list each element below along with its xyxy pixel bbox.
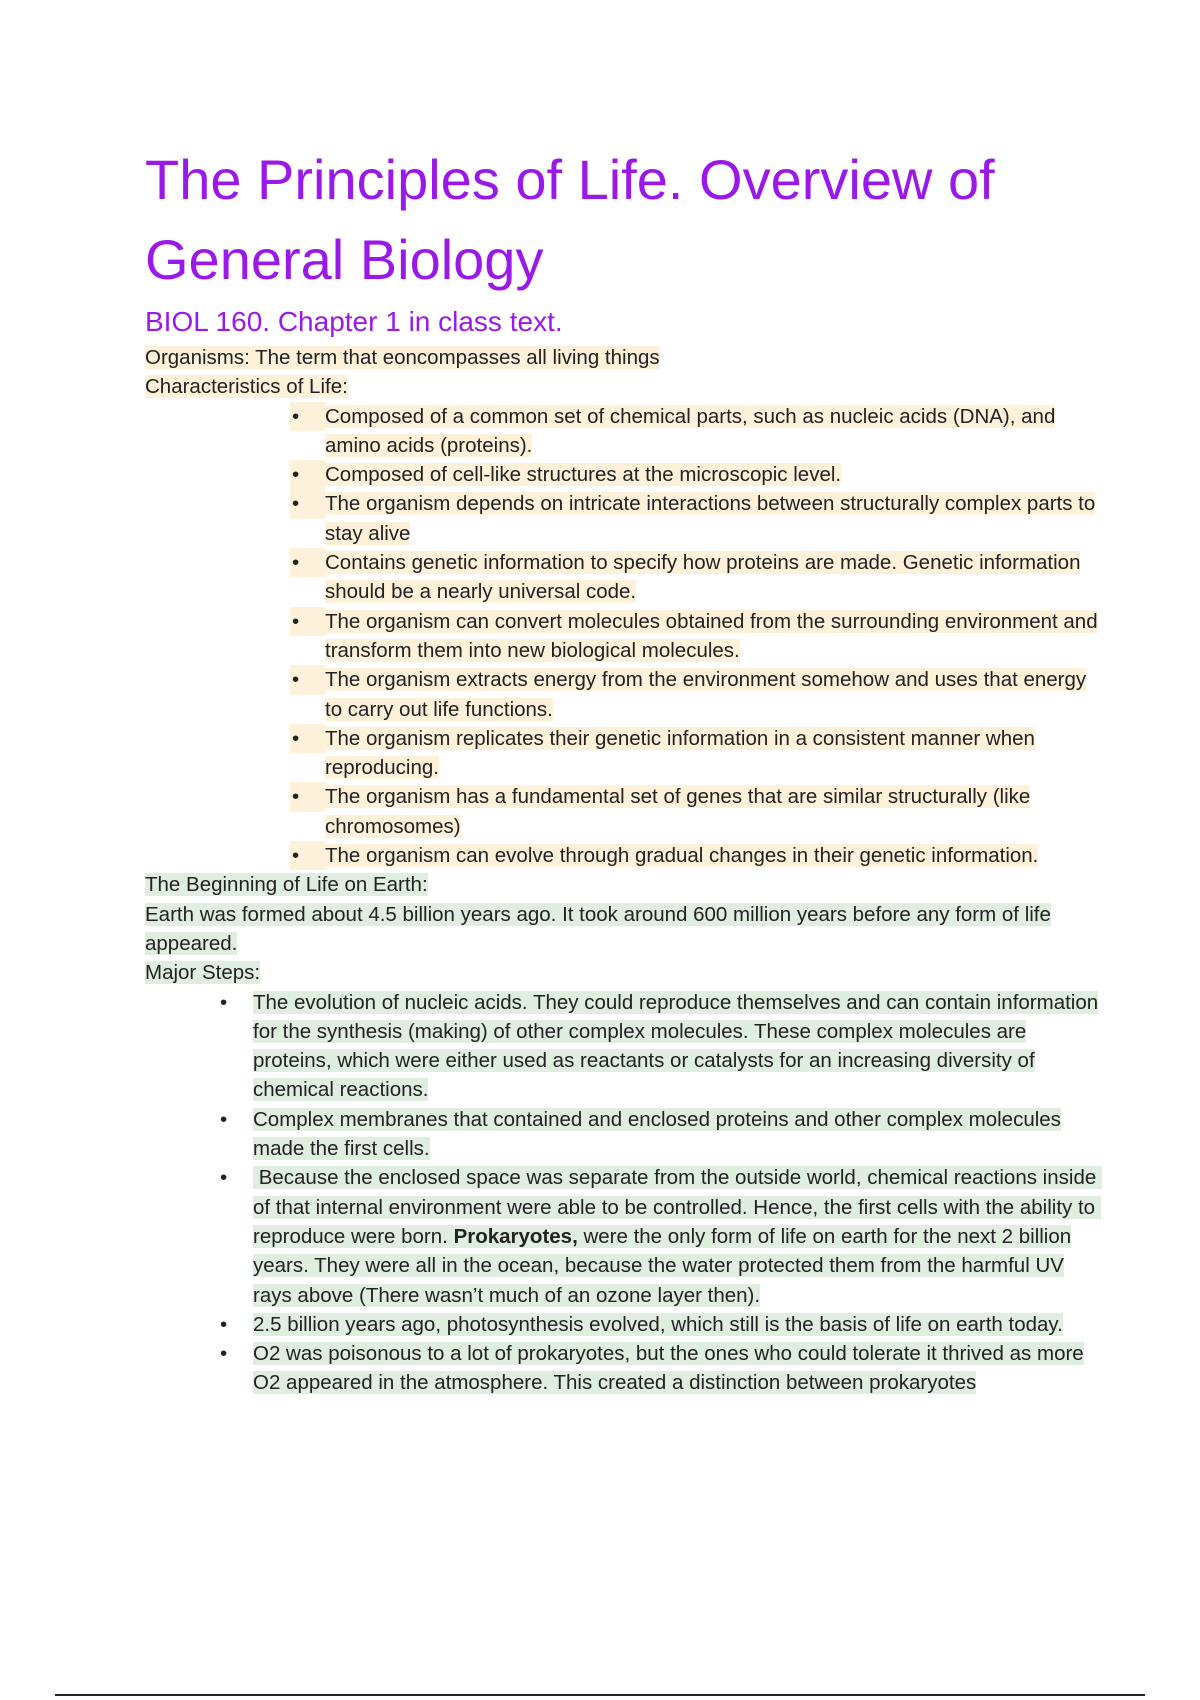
list-item: • Complex membranes that contained and enclosed proteins and other complex molecules made the first cells.	[218, 1105, 1105, 1164]
bullet-icon: •	[290, 841, 325, 870]
list-item: • The organism depends on intricate interactions between structurally complex parts to stay alive	[290, 489, 1105, 548]
step-text: Because the enclosed space was separate from the outside world, chemical reactions inside of that internal environment were able to be controlled. Hence, the first cells with the ability to reproduce were born. Prokaryotes, were the only form of life on earth for the next 2 billion years. They were all in the ocean, because the water protected them from the harmful UV rays above (There wasn’t much of an ozone layer then).	[253, 1166, 1102, 1307]
bullet-icon: •	[290, 402, 325, 431]
list-item: • Composed of a common set of chemical parts, such as nucleic acids (DNA), and amino acids (proteins).	[290, 402, 1105, 461]
list-item: • The organism has a fundamental set of genes that are similar structurally (like chromosomes)	[290, 782, 1105, 841]
characteristics-list	[145, 402, 1105, 871]
bullet-icon: •	[290, 724, 325, 753]
bullet-icon: •	[290, 665, 325, 694]
bullet-icon: •	[220, 1342, 228, 1366]
list-item: • The organism can evolve through gradual changes in their genetic information.	[290, 841, 1105, 870]
bullet-icon: •	[290, 460, 325, 489]
bullet-icon: •	[290, 782, 325, 811]
list-item: • Contains genetic information to specify how proteins are made. Genetic information should be a nearly universal code.	[290, 548, 1105, 607]
page-subtitle: BIOL 160. Chapter 1 in class text.	[145, 306, 563, 337]
document-body	[145, 343, 1105, 1398]
page-title: The Principles of Life. Overview of General Biology	[145, 148, 995, 291]
list-item: • The organism extracts energy from the environment somehow and uses that energy to carry out life functions.	[290, 665, 1105, 724]
list-item: • The evolution of nucleic acids. They could reproduce themselves and can contain information for the synthesis (making) of other complex molecules. These complex molecules are proteins, which were either used as reactants or catalysts for an increasing diversity of chemical reactions.	[218, 988, 1105, 1105]
list-item	[218, 1163, 1105, 1309]
prokaryotes-term: Prokaryotes,	[453, 1224, 578, 1248]
list-item: • The organism can convert molecules obtained from the surrounding environment and transform them into new biological molecules.	[290, 607, 1105, 666]
organisms-definition: Organisms: The term that eoncompasses all living things	[145, 346, 660, 369]
characteristics-heading: Characteristics of Life:	[145, 375, 348, 399]
bullet-icon: •	[220, 1312, 228, 1336]
bullet-icon: •	[290, 607, 325, 636]
major-steps-list	[145, 988, 1105, 1398]
bottom-divider	[55, 1694, 1145, 1696]
list-item: • 2.5 billion years ago, photosynthesis evolved, which still is the basis of life on earth today.	[218, 1310, 1105, 1339]
beginning-paragraph: Earth was formed about 4.5 billion years ago. It took around 600 million years before any form of life appeared.	[145, 902, 1051, 955]
list-item: • O2 was poisonous to a lot of prokaryotes, but the ones who could tolerate it thrived as more O2 appeared in the atmosphere. This created a distinction between prokaryotes	[218, 1339, 1105, 1398]
bullet-icon: •	[290, 548, 325, 577]
bullet-icon: •	[290, 489, 325, 518]
list-item: • The organism replicates their genetic information in a consistent manner when reproducing.	[290, 724, 1105, 783]
bullet-icon: •	[220, 1166, 228, 1190]
bullet-icon: •	[220, 1107, 228, 1131]
list-item: • Composed of cell-like structures at the microscopic level.	[290, 460, 1105, 489]
beginning-heading: The Beginning of Life on Earth:	[145, 873, 428, 897]
major-steps-heading: Major Steps:	[145, 961, 261, 985]
bullet-icon: •	[220, 990, 228, 1014]
